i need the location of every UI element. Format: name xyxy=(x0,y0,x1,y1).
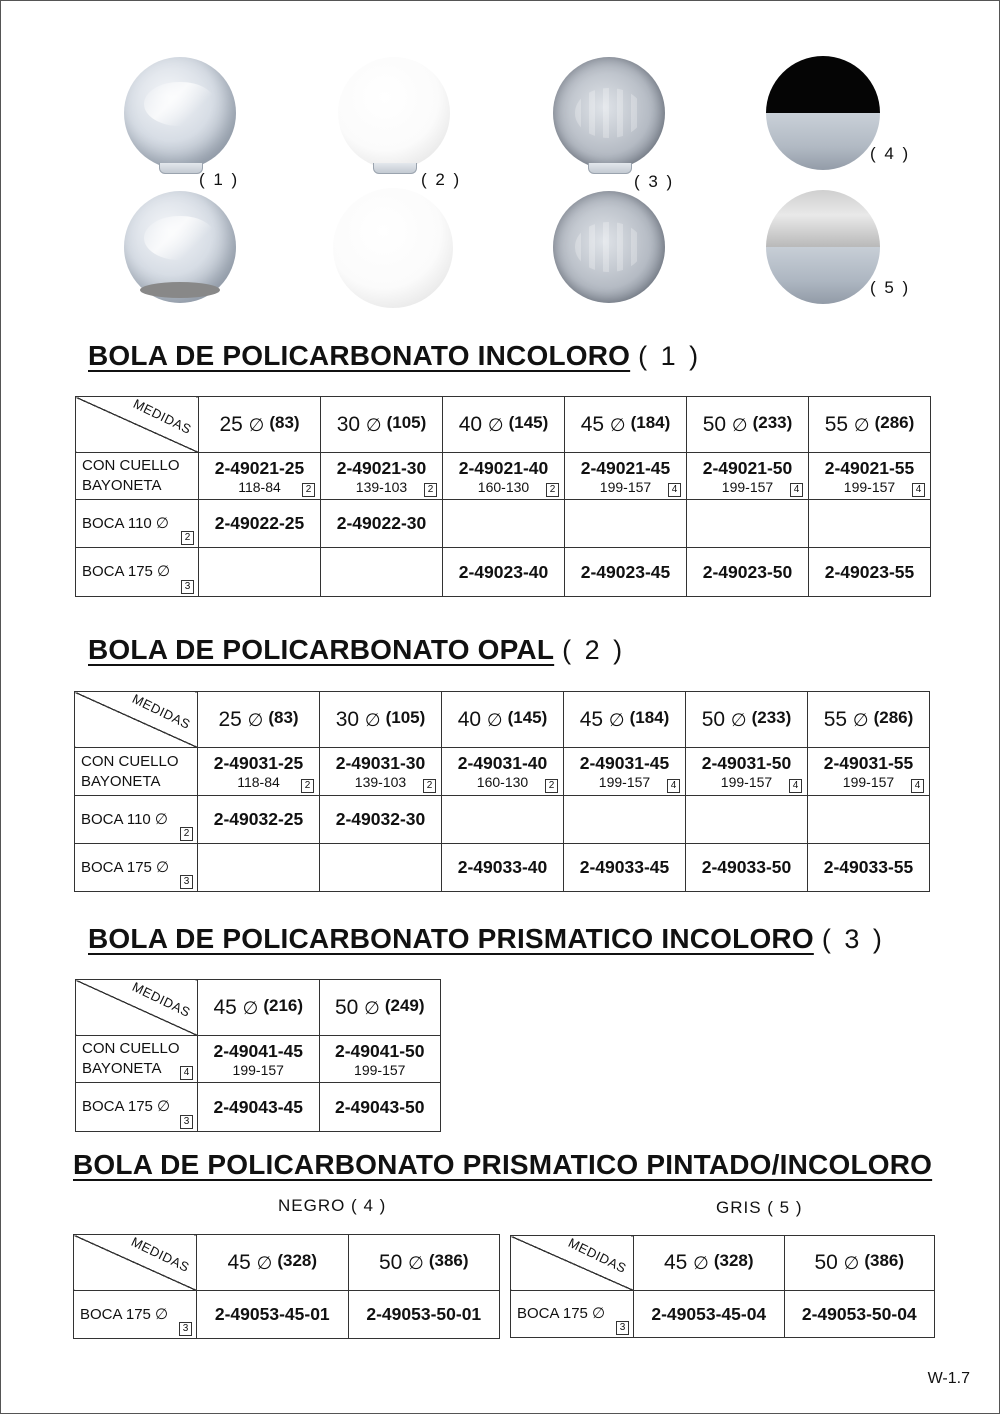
product-cell xyxy=(321,453,443,500)
product-cell xyxy=(564,844,686,892)
cell-type-box: 2 xyxy=(546,483,559,497)
row-label-line: BOCA 175 ∅ xyxy=(80,1305,169,1323)
row-label xyxy=(82,1039,180,1079)
ball-label-3: ( 3 ) xyxy=(634,172,675,191)
header-row xyxy=(74,1235,500,1291)
collar-neck xyxy=(159,163,203,174)
product-code: 2-49022-30 xyxy=(336,513,427,533)
table-row xyxy=(74,1291,500,1339)
product-cell xyxy=(443,548,565,597)
product-code: 2-49043-50 xyxy=(334,1096,425,1117)
size-number: 55 xyxy=(824,412,854,436)
ball-mouth-opening xyxy=(140,282,220,298)
cell-type-box: 2 xyxy=(302,483,315,497)
product-cell xyxy=(320,748,442,796)
product-code: 2-49021-55 xyxy=(824,457,915,478)
product-code: 2-49031-55 xyxy=(823,753,914,773)
product-cell xyxy=(687,548,809,597)
cell-type-box: 4 xyxy=(789,779,802,793)
medidas-corner-cell xyxy=(511,1236,634,1291)
row-label-cell xyxy=(76,500,199,548)
size-header xyxy=(199,397,321,453)
product-code: 2-49032-30 xyxy=(335,809,426,829)
size-mm: (249) xyxy=(384,995,425,1015)
collar-neck xyxy=(588,163,632,174)
size-mm: (184) xyxy=(630,412,671,432)
row-type-box: 2 xyxy=(181,531,194,545)
product-dimensions: 199-157 xyxy=(842,774,895,790)
size-header xyxy=(784,1236,935,1291)
product-cell xyxy=(808,748,930,796)
size-label xyxy=(459,413,549,436)
product-code: 2-49023-40 xyxy=(458,561,549,582)
product-cell xyxy=(198,796,320,844)
diameter-symbol: ∅ xyxy=(242,997,264,1018)
product-cell xyxy=(442,748,564,796)
size-header xyxy=(442,692,564,748)
product-cell xyxy=(319,1036,441,1083)
product-cell xyxy=(809,500,931,548)
collar-neck xyxy=(373,163,417,174)
size-number: 50 xyxy=(334,995,365,1019)
diameter-symbol: ∅ xyxy=(365,414,387,435)
size-header xyxy=(198,692,320,748)
table-row xyxy=(75,844,930,892)
diameter-symbol: ∅ xyxy=(364,997,385,1018)
size-mm: (145) xyxy=(508,412,549,432)
row-type-box: 3 xyxy=(616,1321,629,1335)
product-cell xyxy=(809,453,931,500)
size-label xyxy=(702,708,792,731)
product-code: 2-49031-50 xyxy=(701,753,792,773)
size-header xyxy=(320,692,442,748)
size-header xyxy=(686,692,808,748)
table-row xyxy=(76,500,931,548)
size-label xyxy=(664,1251,754,1274)
row-label xyxy=(81,810,168,830)
row-type-box: 4 xyxy=(180,1066,193,1080)
opal-ball-mouth-image xyxy=(333,188,453,308)
size-number: 25 xyxy=(218,707,248,731)
size-label xyxy=(703,413,793,436)
diameter-symbol: ∅ xyxy=(364,709,386,730)
size-number: 30 xyxy=(336,412,366,436)
section-heading-opal: BOLA DE POLICARBONATO OPAL ( 2 ) xyxy=(88,634,626,665)
product-cell xyxy=(198,1036,320,1083)
size-number: 25 xyxy=(219,412,249,436)
size-number: 40 xyxy=(458,412,488,436)
black-painted-ball-image xyxy=(766,56,880,170)
product-code: 2-49021-50 xyxy=(702,457,793,478)
table-row xyxy=(76,548,931,597)
row-label-line: BOCA 175 ∅ xyxy=(82,1098,171,1115)
product-dimensions: 118-84 xyxy=(238,478,281,495)
size-mm: (328) xyxy=(277,1250,318,1270)
product-code: 2-49053-50-01 xyxy=(366,1304,482,1324)
product-dimensions: 160-130 xyxy=(477,478,530,495)
product-code: 2-49032-25 xyxy=(213,809,304,829)
row-label-line: CON CUELLO xyxy=(82,1040,180,1057)
product-code: 2-49041-45 xyxy=(213,1040,304,1061)
medidas-label: MEDIDAS xyxy=(131,396,195,437)
cell-type-box: 4 xyxy=(667,779,680,793)
product-dimensions: 199-157 xyxy=(843,478,896,495)
size-number: 55 xyxy=(823,707,853,731)
row-type-box: 3 xyxy=(181,580,194,594)
product-dimensions: 199-157 xyxy=(598,774,651,790)
table-pintado-negro xyxy=(73,1234,500,1339)
product-cell xyxy=(442,796,564,844)
product-cell xyxy=(321,548,443,597)
medidas-corner-cell xyxy=(76,980,198,1036)
size-label xyxy=(219,413,299,436)
medidas-corner-cell xyxy=(75,692,198,748)
cell-type-box: 4 xyxy=(668,483,681,497)
row-label-line: BOCA 175 ∅ xyxy=(82,563,171,580)
product-code: 2-49022-25 xyxy=(214,513,305,533)
product-code: 2-49043-45 xyxy=(213,1096,304,1117)
product-cell xyxy=(564,748,686,796)
product-code: 2-49031-30 xyxy=(335,753,426,773)
product-cell xyxy=(784,1291,935,1338)
diameter-symbol: ∅ xyxy=(408,1252,429,1273)
table-row xyxy=(76,453,931,500)
size-mm: (386) xyxy=(428,1250,469,1270)
size-header xyxy=(687,397,809,453)
header-row xyxy=(76,397,931,453)
row-label xyxy=(80,1305,168,1325)
size-header xyxy=(348,1235,500,1291)
size-header xyxy=(319,980,441,1036)
product-dimensions: 139-103 xyxy=(354,774,407,790)
size-label xyxy=(825,413,915,436)
prismatic-ball-mouth-image xyxy=(553,191,665,303)
product-code: 2-49021-45 xyxy=(580,457,671,478)
diameter-symbol: ∅ xyxy=(486,709,508,730)
product-code: 2-49031-45 xyxy=(579,753,670,773)
product-cell xyxy=(320,796,442,844)
product-code: 2-49031-40 xyxy=(457,753,548,773)
clear-ball-collar-image xyxy=(124,57,236,169)
size-number: 45 xyxy=(579,707,609,731)
size-mm: (233) xyxy=(752,412,793,432)
diameter-symbol: ∅ xyxy=(609,414,631,435)
size-number: 45 xyxy=(663,1251,694,1274)
product-cell xyxy=(443,453,565,500)
size-label xyxy=(814,1251,904,1274)
header-row xyxy=(75,692,930,748)
size-label xyxy=(458,708,548,731)
size-header xyxy=(197,1235,349,1291)
size-mm: (286) xyxy=(873,707,914,727)
size-header xyxy=(198,980,320,1036)
size-number: 40 xyxy=(457,707,487,731)
size-label xyxy=(337,413,427,436)
size-mm: (386) xyxy=(864,1251,905,1270)
row-label-line: BAYONETA xyxy=(81,772,161,790)
row-label-line: BAYONETA xyxy=(82,1060,162,1077)
size-mm: (83) xyxy=(269,412,300,432)
table-row xyxy=(76,1083,441,1132)
product-dimensions: 199-157 xyxy=(599,478,652,495)
diameter-symbol: ∅ xyxy=(256,1252,278,1273)
size-label xyxy=(335,996,425,1019)
row-type-box: 3 xyxy=(179,1322,192,1336)
product-code: 2-49023-45 xyxy=(580,561,671,582)
page-reference: W-1.7 xyxy=(927,1370,970,1387)
subtable-label-gris: GRIS ( 5 ) xyxy=(716,1198,803,1217)
prismatic-ball-collar-image xyxy=(553,57,665,169)
row-type-box: 3 xyxy=(180,875,193,889)
size-label xyxy=(580,708,670,731)
size-label xyxy=(581,413,671,436)
size-number: 45 xyxy=(227,1250,257,1274)
product-code: 2-49021-25 xyxy=(214,457,305,478)
size-label xyxy=(336,708,426,731)
row-label-cell xyxy=(74,1291,197,1339)
medidas-label: MEDIDAS xyxy=(130,979,194,1020)
row-label xyxy=(81,752,179,792)
product-cell xyxy=(320,844,442,892)
product-code: 2-49021-30 xyxy=(336,457,427,478)
row-label xyxy=(517,1304,605,1324)
size-number: 45 xyxy=(213,995,243,1019)
opal-ball-collar-image xyxy=(338,57,450,169)
size-mm: (286) xyxy=(874,412,915,432)
size-mm: (105) xyxy=(385,707,426,727)
grey-painted-ball-image xyxy=(766,190,880,304)
row-label-cell xyxy=(75,796,198,844)
section-heading-prismatico-pintado: BOLA DE POLICARBONATO PRISMATICO PINTADO/INCOLORO xyxy=(73,1149,933,1180)
ball-label-5: ( 5 ) xyxy=(870,278,911,297)
size-header xyxy=(564,692,686,748)
cell-type-box: 4 xyxy=(912,483,925,497)
product-cell xyxy=(564,796,686,844)
size-label xyxy=(227,1251,317,1274)
size-number: 30 xyxy=(335,707,365,731)
product-code: 2-49053-45-01 xyxy=(214,1304,330,1324)
cell-type-box: 2 xyxy=(424,483,437,497)
row-type-box: 2 xyxy=(180,827,193,841)
diameter-symbol: ∅ xyxy=(248,414,270,435)
product-cell xyxy=(565,453,687,500)
medidas-label: MEDIDAS xyxy=(566,1235,630,1276)
product-cell xyxy=(808,796,930,844)
row-label-line: BOCA 110 ∅ xyxy=(82,514,169,532)
row-label-cell xyxy=(76,548,199,597)
size-label xyxy=(213,996,303,1019)
size-header xyxy=(565,397,687,453)
row-label-line: BOCA 175 ∅ xyxy=(81,858,170,876)
diameter-symbol: ∅ xyxy=(843,1253,865,1273)
row-label-cell xyxy=(76,1083,198,1132)
product-cell xyxy=(321,500,443,548)
product-cell xyxy=(687,453,809,500)
row-label-line: CON CUELLO xyxy=(82,457,180,474)
size-label xyxy=(824,708,914,731)
size-number: 50 xyxy=(702,412,732,436)
ball-label-1: ( 1 ) xyxy=(199,170,240,189)
product-code: 2-49023-50 xyxy=(702,561,793,582)
table-row xyxy=(511,1291,935,1338)
medidas-label: MEDIDAS xyxy=(129,1234,193,1275)
table-pintado-gris xyxy=(510,1235,935,1338)
product-cell xyxy=(686,844,808,892)
product-cell xyxy=(442,844,564,892)
size-mm: (83) xyxy=(268,707,299,727)
row-label-cell xyxy=(75,748,198,796)
cell-type-box: 4 xyxy=(790,483,803,497)
table-row xyxy=(75,796,930,844)
header-row xyxy=(76,980,441,1036)
product-cell xyxy=(198,1083,320,1132)
section-heading-prismatico-incoloro: BOLA DE POLICARBONATO PRISMATICO INCOLORO ( 3 ) xyxy=(88,923,885,954)
product-cell xyxy=(348,1291,500,1339)
product-code: 2-49023-55 xyxy=(824,561,915,582)
product-code: 2-49031-25 xyxy=(213,753,304,773)
row-type-box: 3 xyxy=(180,1115,193,1129)
product-cell xyxy=(197,1291,349,1339)
size-mm: (216) xyxy=(263,995,304,1015)
product-cell xyxy=(443,500,565,548)
product-code: 2-49041-50 xyxy=(334,1040,425,1061)
row-label-line: BAYONETA xyxy=(82,477,162,494)
diameter-symbol: ∅ xyxy=(247,709,269,730)
diameter-symbol: ∅ xyxy=(853,414,875,435)
product-cell xyxy=(686,796,808,844)
ball-label-2: ( 2 ) xyxy=(421,170,462,189)
subtable-label-negro: NEGRO ( 4 ) xyxy=(278,1196,387,1215)
size-number: 45 xyxy=(580,412,610,436)
medidas-corner-cell xyxy=(76,397,199,453)
size-label xyxy=(379,1251,469,1274)
diameter-symbol: ∅ xyxy=(731,414,753,435)
cell-type-box: 2 xyxy=(545,779,558,793)
product-cell xyxy=(634,1291,785,1338)
product-cell xyxy=(686,748,808,796)
row-label-cell xyxy=(75,844,198,892)
table-opal xyxy=(74,691,930,892)
product-cell xyxy=(319,1083,441,1132)
size-number: 50 xyxy=(378,1250,409,1274)
row-label-cell xyxy=(511,1291,634,1338)
medidas-corner-cell xyxy=(74,1235,197,1291)
product-dimensions: 139-103 xyxy=(355,478,408,495)
size-header xyxy=(809,397,931,453)
size-label xyxy=(218,708,298,731)
product-cell xyxy=(808,844,930,892)
product-cell xyxy=(199,453,321,500)
table-row xyxy=(75,748,930,796)
cell-type-box: 4 xyxy=(911,779,924,793)
product-code: 2-49033-55 xyxy=(823,857,914,877)
diameter-symbol: ∅ xyxy=(693,1253,714,1273)
size-header xyxy=(443,397,565,453)
table-incoloro xyxy=(75,396,931,597)
product-dimensions: 118-84 xyxy=(237,774,280,790)
product-dimensions: 199-157 xyxy=(354,1061,406,1078)
diameter-symbol: ∅ xyxy=(608,709,630,730)
product-cell xyxy=(687,500,809,548)
table-row xyxy=(76,1036,441,1083)
product-code: 2-49053-50-04 xyxy=(801,1303,917,1324)
cell-type-box: 2 xyxy=(301,779,314,793)
product-code: 2-49021-40 xyxy=(458,457,549,478)
size-mm: (328) xyxy=(713,1251,754,1270)
diameter-symbol: ∅ xyxy=(487,414,509,435)
diameter-symbol: ∅ xyxy=(852,709,874,730)
cell-type-box: 2 xyxy=(423,779,436,793)
size-mm: (233) xyxy=(751,707,792,727)
product-cell xyxy=(199,500,321,548)
product-cell xyxy=(198,844,320,892)
product-code: 2-49033-40 xyxy=(457,857,548,877)
size-mm: (184) xyxy=(629,707,670,727)
product-dimensions: 199-157 xyxy=(232,1061,284,1078)
row-label-line: BOCA 175 ∅ xyxy=(517,1305,606,1322)
row-label xyxy=(81,858,169,878)
size-header xyxy=(321,397,443,453)
product-code: 2-49053-45-04 xyxy=(651,1303,767,1324)
row-label-cell xyxy=(76,1036,198,1083)
section-heading-incoloro: BOLA DE POLICARBONATO INCOLORO ( 1 ) xyxy=(88,340,702,371)
product-cell xyxy=(198,748,320,796)
product-cell xyxy=(809,548,931,597)
product-code: 2-49033-50 xyxy=(701,857,792,877)
row-label xyxy=(82,1097,170,1117)
size-header xyxy=(634,1236,785,1291)
product-cell xyxy=(565,500,687,548)
product-dimensions: 199-157 xyxy=(721,478,774,495)
product-dimensions: 160-130 xyxy=(476,774,529,790)
size-mm: (145) xyxy=(507,707,548,727)
row-label xyxy=(82,514,169,534)
row-label xyxy=(82,456,180,496)
row-label-line: CON CUELLO xyxy=(81,752,179,770)
product-code: 2-49033-45 xyxy=(579,857,670,877)
product-cell xyxy=(199,548,321,597)
row-label-cell xyxy=(76,453,199,500)
size-header xyxy=(808,692,930,748)
product-dimensions: 199-157 xyxy=(720,774,773,790)
table-prismatico-incoloro xyxy=(75,979,441,1132)
ball-label-4: ( 4 ) xyxy=(870,144,911,163)
size-mm: (105) xyxy=(386,412,427,432)
diameter-symbol: ∅ xyxy=(730,709,752,730)
size-number: 50 xyxy=(701,707,731,731)
medidas-label: MEDIDAS xyxy=(130,691,194,732)
size-number: 50 xyxy=(814,1251,844,1274)
product-cell xyxy=(565,548,687,597)
header-row xyxy=(511,1236,935,1291)
row-label-line: BOCA 110 ∅ xyxy=(81,810,168,828)
row-label xyxy=(82,562,170,582)
